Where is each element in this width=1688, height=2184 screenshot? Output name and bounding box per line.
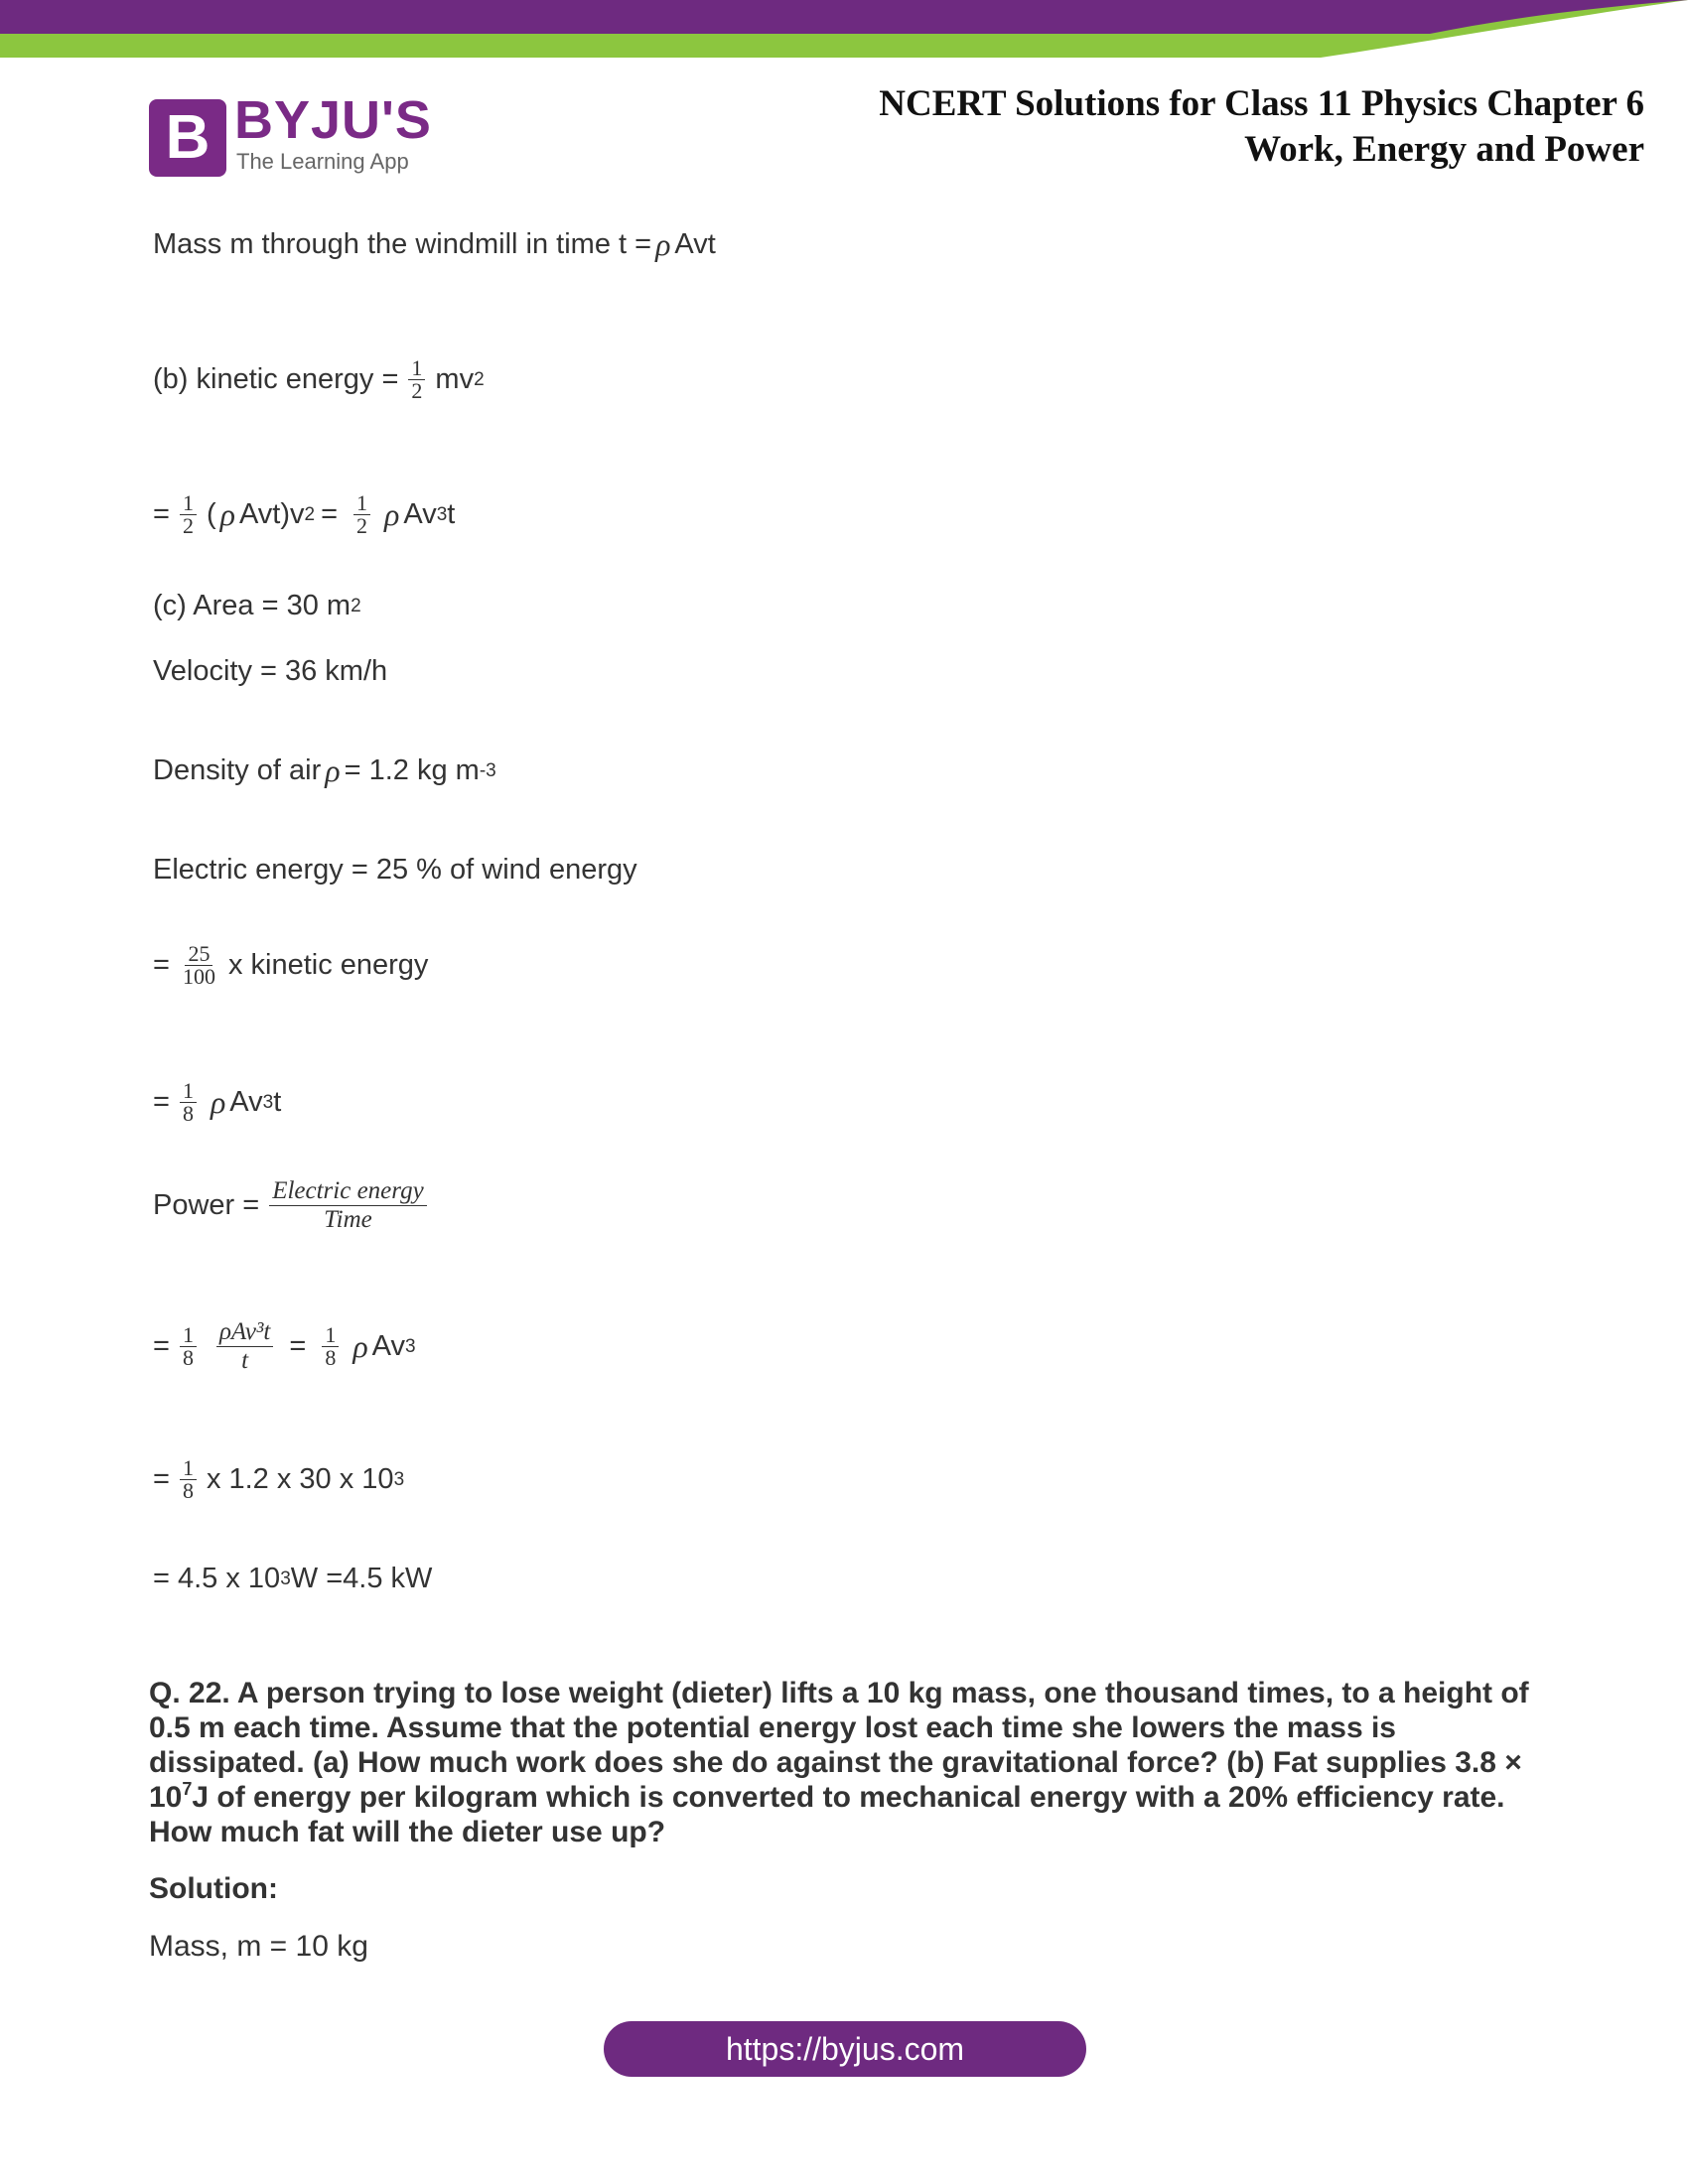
fraction-eighth bbox=[322, 1324, 339, 1369]
frac-num: ρAv³t bbox=[216, 1318, 273, 1347]
power-simplify-line: = $\frac{1}{8}$ $\frac{\text{ρAv³t}}{t}$ = $\frac{1}{8}$ ρ Av 3 bbox=[153, 1318, 416, 1374]
mass-text: Mass m through the windmill in time t = bbox=[153, 228, 652, 260]
frac-den: Time bbox=[324, 1206, 372, 1233]
logo-tagline: The Learning App bbox=[236, 149, 409, 174]
rho-symbol: ρ bbox=[210, 1084, 226, 1120]
fraction-eighth bbox=[180, 1324, 197, 1369]
av-text: Av bbox=[371, 1330, 405, 1362]
power-label: Power = bbox=[153, 1189, 260, 1221]
logo-wordmark: BYJU'S bbox=[234, 90, 432, 150]
question-text-b: J of energy per kilogram which is converted to mechanical energy with a 20% efficiency rate. How much fat will the dieter use up? bbox=[149, 1781, 1505, 1848]
footer-url-link[interactable]: https://byjus.com bbox=[604, 2021, 1086, 2077]
frac-num: 25 bbox=[185, 943, 212, 966]
density-line: Density of air ρ = 1.2 kg m -3 bbox=[153, 752, 496, 788]
eighth-line: = $\frac{1}{8}$ ρ Av 3 t bbox=[153, 1078, 282, 1126]
equals: = bbox=[153, 1086, 170, 1118]
velocity-text: Velocity = 36 km/h bbox=[153, 655, 388, 687]
av-text: Av bbox=[403, 498, 437, 530]
ke-mid: Avt)v bbox=[238, 498, 305, 530]
frac-num: 1 bbox=[180, 1457, 197, 1480]
t-text: t bbox=[273, 1086, 282, 1118]
x-ke-text: x kinetic energy bbox=[227, 949, 429, 981]
result-text-2: W =4.5 kW bbox=[290, 1563, 433, 1594]
fraction-eighth bbox=[180, 1457, 197, 1502]
title-line-2: Work, Energy and Power bbox=[1244, 129, 1644, 170]
av-text: Av bbox=[229, 1086, 263, 1118]
equals: = bbox=[153, 1463, 170, 1495]
equals: = bbox=[153, 949, 170, 981]
electric-line bbox=[153, 854, 637, 887]
frac-num: 1 bbox=[180, 1080, 197, 1103]
byjus-logo bbox=[149, 90, 437, 181]
title-line-1: NCERT Solutions for Class 11 Physics Chapter 6 bbox=[879, 83, 1644, 124]
fraction-half bbox=[353, 492, 370, 537]
electric-text: Electric energy = 25 % of wind energy bbox=[153, 854, 637, 886]
frac-den: t bbox=[241, 1347, 249, 1374]
frac-den: 8 bbox=[182, 1345, 194, 1370]
fraction-half bbox=[180, 492, 197, 537]
velocity-line bbox=[153, 655, 387, 688]
fraction-pav3t bbox=[216, 1318, 273, 1375]
frac-num: Electric energy bbox=[269, 1177, 426, 1206]
solution-heading: Solution: bbox=[149, 1872, 278, 1905]
ke-expansion-line: = $\frac{1}{2}$ ( ρ Avt)v 2 = $\frac{1}{2}$ ρ Av 3 t bbox=[153, 490, 456, 538]
frac-den: 2 bbox=[356, 513, 368, 538]
fraction-eighth bbox=[180, 1080, 197, 1125]
page-title bbox=[879, 81, 1644, 173]
question-22 bbox=[149, 1676, 1539, 1849]
area-text: (c) Area = 30 m bbox=[153, 590, 352, 621]
ke-label: (b) kinetic energy = bbox=[153, 363, 399, 395]
rho-symbol: ρ bbox=[384, 496, 400, 532]
solution-mass: Mass, m = 10 kg bbox=[149, 1930, 368, 1963]
equals: = bbox=[321, 498, 339, 530]
frac-den: 8 bbox=[325, 1345, 337, 1370]
quarter-ke-line bbox=[153, 943, 428, 988]
frac-den: 2 bbox=[182, 513, 194, 538]
mass-line bbox=[153, 226, 716, 263]
rho-symbol: ρ bbox=[325, 752, 341, 788]
frac-num: 1 bbox=[180, 492, 197, 515]
calc-line: = $\frac{1}{8}$ x 1.2 x 30 x 10 3 bbox=[153, 1455, 405, 1503]
result-text: = 4.5 x 10 bbox=[153, 1563, 281, 1594]
equals: = bbox=[153, 498, 170, 530]
ke-rhs: mv bbox=[435, 363, 475, 395]
ke-line: (b) kinetic energy = $\frac{1}{2}$ mv 2 bbox=[153, 355, 485, 403]
calc-text: x 1.2 x 30 x 10 bbox=[206, 1463, 394, 1495]
frac-num: 1 bbox=[180, 1324, 197, 1347]
density-label: Density of air bbox=[153, 754, 322, 786]
exp: 7 bbox=[182, 1779, 193, 1799]
frac-den: 100 bbox=[182, 964, 215, 989]
power-line bbox=[153, 1177, 437, 1234]
frac-num: 1 bbox=[408, 357, 425, 380]
paren: ( bbox=[206, 498, 216, 530]
equals: = bbox=[153, 1330, 170, 1362]
equals: = bbox=[289, 1330, 307, 1362]
question-text-a: Q. 22. A person trying to lose weight (dieter) lifts a 10 kg mass, one thousand times, to a height of 0.5 m each time. Assume that the potential energy lost each time she lowers the mass is dissipated. (a) How much work does she do against the gravitational force? (b) Fat supplies 3.8 × 10 bbox=[149, 1677, 1529, 1814]
rho-symbol: ρ bbox=[352, 1328, 368, 1364]
area-line: (c) Area = 30 m 2 bbox=[153, 590, 361, 621]
frac-den: 8 bbox=[182, 1478, 194, 1503]
rho-symbol: ρ bbox=[655, 226, 671, 262]
logo-mark-icon: B bbox=[149, 99, 226, 177]
result-line: = 4.5 x 10 3 W =4.5 kW bbox=[153, 1563, 433, 1594]
mass-rhs: Avt bbox=[674, 228, 716, 260]
t-text: t bbox=[447, 498, 456, 530]
fraction-25-100 bbox=[180, 943, 218, 988]
fraction-power bbox=[269, 1177, 426, 1234]
frac-num: 1 bbox=[353, 492, 370, 515]
frac-den: 2 bbox=[411, 378, 423, 403]
fraction-half bbox=[408, 357, 425, 402]
frac-den: 8 bbox=[182, 1101, 194, 1126]
frac-num: 1 bbox=[322, 1324, 339, 1347]
density-value: = 1.2 kg m bbox=[344, 754, 480, 786]
header-decoration-bar bbox=[0, 0, 1688, 62]
rho-symbol: ρ bbox=[219, 496, 235, 532]
